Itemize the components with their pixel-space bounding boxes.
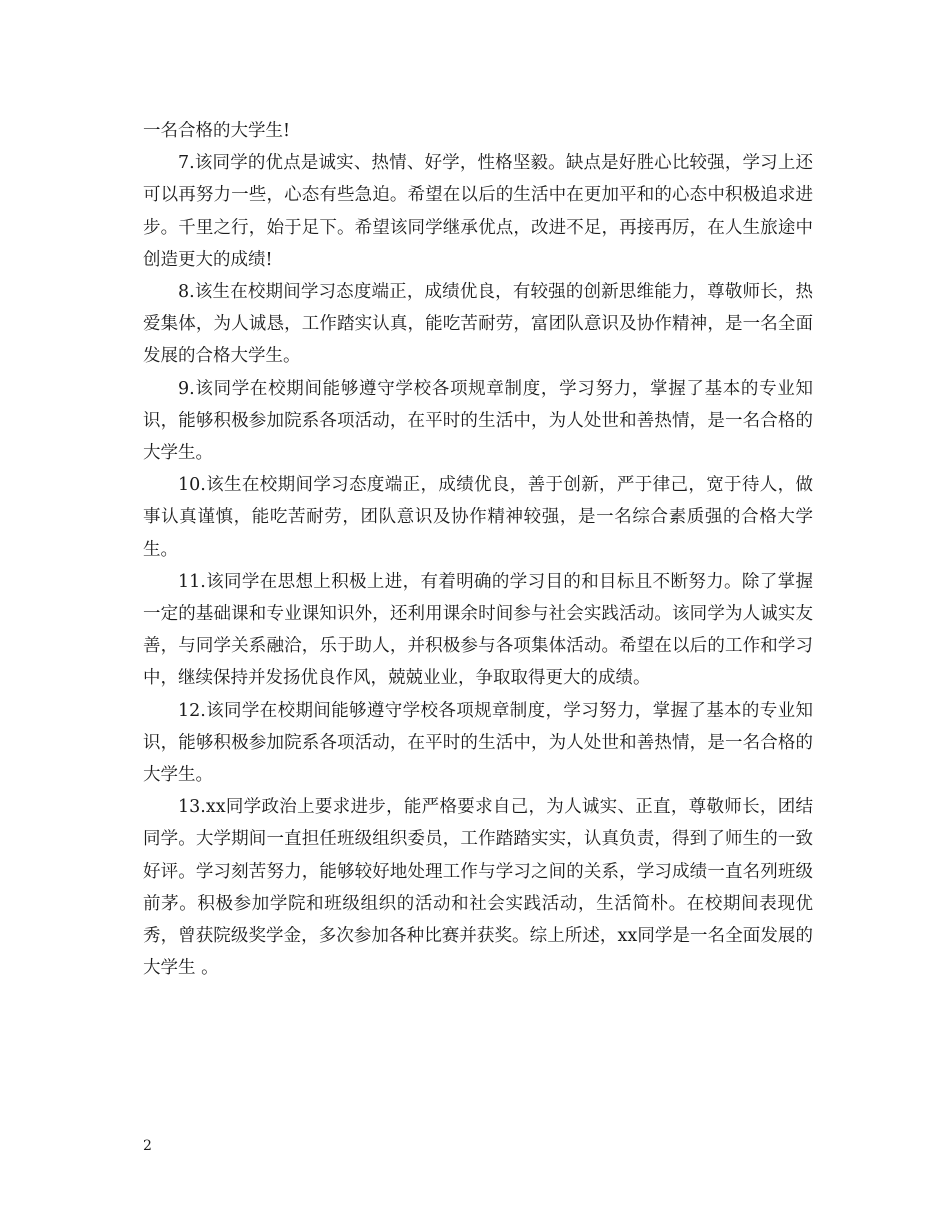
paragraph-comment-8: 8.该生在校期间学习态度端正，成绩优良，有较强的创新思维能力，尊敬师长，热爱集体，为人诚恳，工作踏实认真，能吃苦耐劳，富团队意识及协作精神，是一名全面发展的合格大学生。: [143, 282, 813, 367]
paragraph-comment-13: 13.xx同学政治上要求进步，能严格要求自己，为人诚实、正直，尊敬师长，团结同学。大学期间一直担任班级组织委员，工作踏踏实实，认真负责，得到了师生的一致好评。学习刻苦努力，能够较好地处理工作与学习之间的关系，学习成绩一直名列班级前茅。积极参加学院和班级组织的活动和社会实践活动，生活简朴。在校期间表现优秀，曾获院级奖学金，多次参加各种比赛并获奖。综上所述，xx同学是一名全面发展的大学生 。: [143, 797, 813, 979]
paragraph-continuation: 一名合格的大学生!: [143, 121, 291, 141]
document-body: [143, 115, 813, 984]
paragraph-comment-11: 11.该同学在思想上积极上进，有着明确的学习目的和目标且不断努力。除了掌握一定的基础课和专业课知识外，还利用课余时间参与社会实践活动。该同学为人诚实友善，与同学关系融洽，乐于助人，并积极参与各项集体活动。希望在以后的工作和学习中，继续保持并发扬优良作风，兢兢业业，争取取得更大的成绩。: [143, 571, 813, 689]
paragraph-comment-12: 12.该同学在校期间能够遵守学校各项规章制度，学习努力，掌握了基本的专业知识，能够积极参加院系各项活动，在平时的生活中，为人处世和善热情，是一名合格的大学生。: [143, 700, 813, 786]
paragraph-comment-7: 7.该同学的优点是诚实、热情、好学，性格坚毅。缺点是好胜心比较强，学习上还可以再努力一些，心态有些急迫。希望在以后的生活中在更加平和的心态中积极追求进步。千里之行，始于足下。希望该同学继承优点，改进不足，再接再厉，在人生旅途中创造更大的成绩!: [143, 153, 813, 270]
paragraph-comment-9: 9.该同学在校期间能够遵守学校各项规章制度，学习努力，掌握了基本的专业知识，能够积极参加院系各项活动，在平时的生活中，为人处世和善热情，是一名合格的大学生。: [143, 378, 813, 464]
page-number: 2: [143, 1138, 152, 1154]
paragraph-comment-10: 10.该生在校期间学习态度端正，成绩优良，善于创新，严于律己，宽于待人，做事认真谨慎，能吃苦耐劳，团队意识及协作精神较强，是一名综合素质强的合格大学生。: [143, 475, 813, 560]
